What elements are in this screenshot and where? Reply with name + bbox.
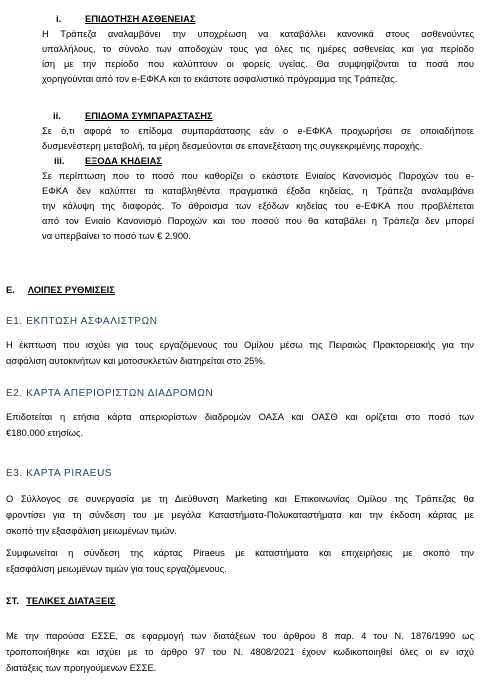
assistance-line-1: Σε ό,τι αφορά το επίδομα συμπαράστασης εάν ο e-ΕΦΚΑ προχωρήσει σε οποιαδήποτε xyxy=(42,125,474,136)
section-st-title: ΤΕΛΙΚΕΣ ΔΙΑΤΑΞΕΙΣ xyxy=(26,595,116,606)
e2-line-2: €180.000 ετησίως. xyxy=(6,427,84,438)
section-st-heading xyxy=(6,595,116,607)
st-line-3: διατάξεις των προηγούμενων ΕΣΣΕ. xyxy=(6,662,157,673)
e3-line-4: Συμφωνείται η σύνδεση της κάρτας Piraeus με καταστήματα και επιχειρήσεις με σκοπό την xyxy=(6,547,474,558)
st-line-1: Με την παρούσα ΕΣΣΕ, σε εφαρμογή των διατάξεων του άρθρου 8 παρ. 4 του Ν. 1876/1990 ως xyxy=(6,630,474,641)
assistance-heading: ΕΠΙΔΟΜΑ ΣΥΜΠΑΡΑΣΤΑΣΗΣ xyxy=(85,110,213,121)
section-e-label: Ε. xyxy=(6,284,15,295)
e2-heading: Ε2. ΚΑΡΤΑ ΑΠΕΡΙΟΡΙΣΤΩΝ ΔΙΑΔΡΟΜΩΝ xyxy=(6,388,214,399)
sickness-line-1: Η Τράπεζα αναλαμβάνει την υποχρέωση να καταβάλλει κανονικά στους ασθενούντες xyxy=(42,28,474,39)
assistance-numeral: ii. xyxy=(53,110,61,121)
st-line-2: τροποποιήθηκε και ισχύει με το άρθρο 97 του Ν. 4808/2021 έχουν κωδικοποιηθεί όλες οι εν ισχύ xyxy=(6,646,474,657)
sickness-line-3: ίση με την περίοδο που καλύπτουν οι φορείς υγείας. Θα συμψηφίζονται τα ποσά που xyxy=(42,58,474,69)
section-e-heading xyxy=(6,284,115,296)
sickness-heading: ΕΠΙΔΟΤΗΣΗ ΑΣΘΕΝΕΙΑΣ xyxy=(85,13,196,24)
e3-heading: Ε3. ΚΑΡΤΑ PIRAEUS xyxy=(6,468,113,479)
assistance-line-2: δυσμενέστερη μεταβολή, τα μέρη δεσμεύονται σε επανεξέταση της συγκεκριμένης παροχής. xyxy=(42,140,423,151)
funeral-heading: ΕΞΟΔΑ ΚΗΔΕΙΑΣ xyxy=(85,155,162,166)
e2-line-1: Επιδοτείται η ετήσια κάρτα απεριορίστων διαδρομών ΟΑΣΑ και ΟΑΣΘ και ορίζεται στο ποσό των xyxy=(6,411,474,422)
e3-line-3: σκοπό την εξασφάλιση μειωμένων τιμών. xyxy=(6,525,177,536)
funeral-line-2: ΕΦΚΑ δεν καλύπτει τα καταβληθέντα πραγματικά έξοδα κηδείας, η Τράπεζα αναλαμβάνει xyxy=(42,185,474,196)
e1-line-1: Η έκπτωση που ισχύει για τους εργαζόμενους του Ομίλου μέσω της Πειραιώς Πρακτορειακής για την xyxy=(6,339,474,350)
funeral-numeral: iii. xyxy=(54,155,65,166)
sickness-numeral: i. xyxy=(56,13,62,24)
e3-line-5: εξασφάλιση μειωμένων τιμών για τους εργαζόμενους. xyxy=(6,563,227,574)
section-e-title: ΛΟΙΠΕΣ ΡΥΘΜΙΣΕΙΣ xyxy=(27,284,115,295)
e3-line-1: Ο Σύλλογος σε συνεργασία με τη Διεύθυνση Marketing και Επικοινωνίας Ομίλου της Τράπεζας θα xyxy=(6,493,474,504)
sickness-line-2: υπαλλήλους, το σύνολο των αποδοχών τους για όλες τις ημέρες ασθενείας και για περίοδο xyxy=(42,43,474,54)
sickness-line-4: χορηγούνται από τον e-ΕΦΚΑ και το εκάστοτε ασφαλιστικό πρόγραμμα της Τράπεζας. xyxy=(42,73,398,84)
funeral-line-4: από τον Ενιαίο Κανονισμό Παροχών και του ποσού που θα καταβάλει η Τράπεζα δεν μπορεί xyxy=(42,215,474,226)
funeral-line-3: την κάλυψη της διαφοράς. Το άθροισμα των εξόδων κηδείας του e-ΕΦΚΑ που προβλέπεται xyxy=(42,200,474,211)
e1-heading: Ε1. ΕΚΠΤΩΣΗ ΑΣΦΑΛΙΣΤΡΩΝ xyxy=(6,316,158,327)
e1-line-2: ασφάλιση αυτοκινήτων και μοτοσυκλετών διατηρείται στο 25%. xyxy=(6,355,266,366)
funeral-line-5: να υπερβαίνει το ποσό των € 2.900. xyxy=(42,230,191,241)
funeral-line-1: Σε περίπτωση που το ποσό που καθορίζει ο εκάστοτε Ενιαίος Κανονισμός Παροχών του e- xyxy=(42,170,474,181)
e3-line-2: φροντίσει για τη σύνδεση του με μεγάλα Καταστήματα-Πολυκαταστήματα και την έκδοση κάρτας με xyxy=(6,509,474,520)
section-st-label: ΣΤ. xyxy=(6,595,19,606)
